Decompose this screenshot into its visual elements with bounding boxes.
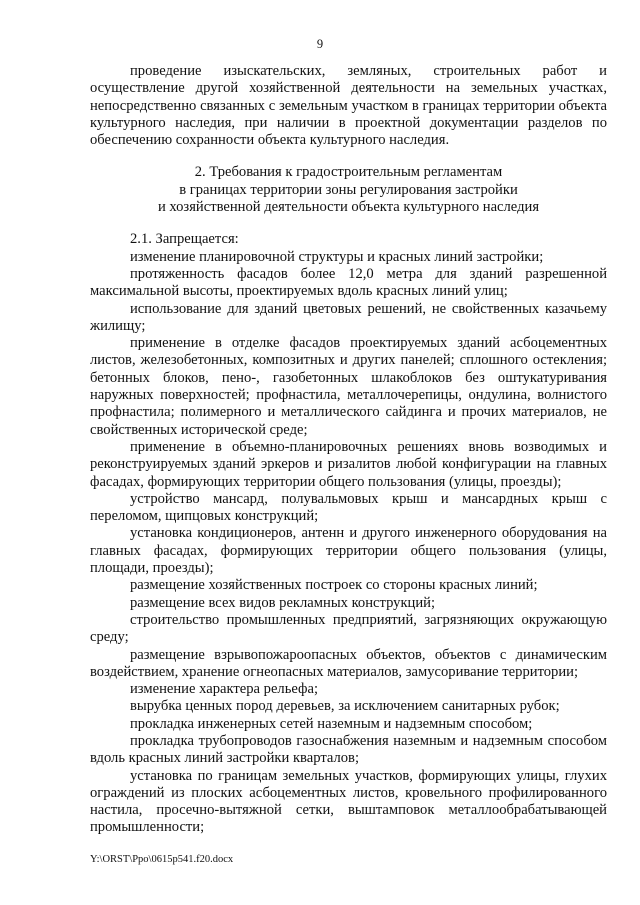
list-item: применение в отделке фасадов проектируемых зданий асбоцементных листов, железобетонных, композитных и других панелей; сплошного остекления; бетонных блоков, пено-, газобетонных шлакоблоков без оштукатуривания наружных поверхностей; профнастила, металлочерепицы, ондулина, волнистого профнастила; полимерного и металлического сайдинга и прочих материалов, не свойственных исторической среде;: [90, 335, 607, 438]
list-item: изменение планировочной структуры и красных линий застройки;: [130, 248, 544, 265]
list-item: строительство промышленных предприятий, загрязняющих окружающую среду;: [90, 611, 607, 646]
list-item: применение в объемно-планировочных решениях вновь возводимых и реконструируемых зданий эркеров и ризалитов любой конфигурации на главных фасадах, формирующих территории общего пользования (улицы, проезды);: [90, 438, 607, 490]
list-item: вырубка ценных пород деревьев, за исключением санитарных рубок;: [130, 698, 560, 715]
list-item: размещение всех видов рекламных конструкций;: [130, 594, 436, 611]
intro-paragraph: проведение изыскательских, земляных, строительных работ и осуществление другой хозяйственной деятельности на земельных участках, непосредственно связанных с земельным участком в границах территории объекта культурного наследия, при наличии в проектной документации разделов по обеспечению сохранности объекта культурного наследия.: [90, 63, 607, 149]
list-item: установка по границам земельных участков, формирующих улицы, глухих ограждений из плоских асбоцементных листов, кровельного профилированного настила, просечно-вытяжной сетки, выштамповок металлообрабатывающей промышленности;: [90, 767, 607, 836]
heading-line-2: в границах территории зоны регулирования застройки: [179, 181, 518, 198]
list-item: прокладка инженерных сетей наземным и надземным способом;: [130, 715, 533, 732]
heading-line-1: 2. Требования к градостроительным регламентам: [194, 164, 503, 181]
list-item: использование для зданий цветовых решений, не свойственных казачьему жилищу;: [90, 300, 607, 334]
list-item: размещение хозяйственных построек со стороны красных линий;: [130, 577, 538, 594]
heading-line-3: и хозяйственной деятельности объекта культурного наследия: [157, 199, 540, 216]
list-item: устройство мансард, полувальмовых крыш и мансардных крыш с переломом, щипцовых конструкций;: [90, 490, 607, 525]
list-item: прокладка трубопроводов газоснабжения наземным и надземным способом вдоль красных линий застройки кварталов;: [90, 732, 607, 767]
section-label: 2.1. Запрещается:: [130, 231, 239, 248]
list-item: протяженность фасадов более 12,0 метра для зданий разрешенной максимальной высоты, проектируемых вдоль красных линий улиц;: [90, 265, 607, 300]
list-item: размещение взрывопожароопасных объектов, объектов с динамическим воздействием, хранение огнеопасных материалов, замусоривание территории;: [90, 646, 607, 680]
list-item: изменение характера рельефа;: [130, 681, 319, 698]
document-body: [90, 63, 607, 837]
page-number: 9: [316, 37, 324, 51]
footer-file-path: Y:\ORST\Ppo\0615p541.f20.docx: [90, 854, 234, 865]
section-heading: [90, 164, 607, 216]
list-item: установка кондиционеров, антенн и другого инженерного оборудования на главных фасадах, формирующих территории общего пользования (улицы, площади, проезды);: [90, 525, 607, 577]
